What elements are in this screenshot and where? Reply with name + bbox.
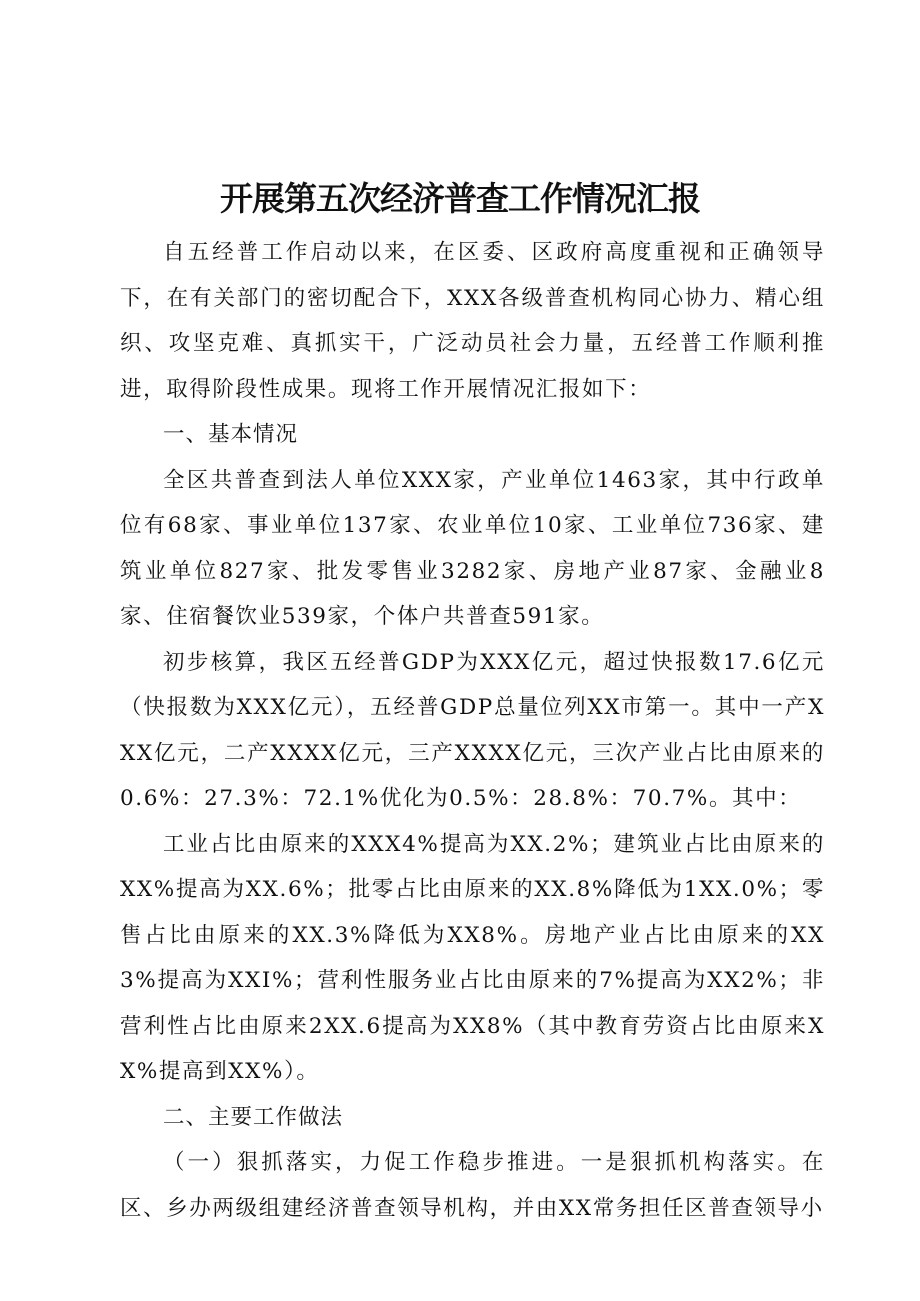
census-units-paragraph: 全区共普查到法人单位XXX家，产业单位1463家，其中行政单位有68家、事业单位137家、农业单位10家、工业单位736家、建筑业单位827家、批发零售业3282家、房地产业87家、金融业8家、住宿餐饮业539家，个体户共普查591家。 (120, 467, 825, 629)
section-heading-main-work: 二、主要工作做法 (163, 1104, 344, 1130)
document-title: 开展第五次经济普查工作情况汇报 (220, 179, 700, 218)
gdp-paragraph: 初步核算，我区五经普GDP为XXX亿元，超过快报数17.6亿元（快报数为XXX亿元），五经普GDP总量位列XX市第一。其中一产XXX亿元，二产XXXX亿元，三产XXXX亿元，三次产业占比由原来的0.6%：27.3%：72.1%优化为0.5%：28.8%：70.7%。其中： (120, 649, 825, 811)
industry-share-paragraph: 工业占比由原来的XXX4%提高为XX.2%；建筑业占比由原来的XX%提高为XX.6%；批零占比由原来的XX.8%降低为1XX.0%；零售占比由原来的XX.3%降低为XX8%。房地产业占比由原来的XX3%提高为XXI%；营利性服务业占比由原来的7%提高为XX2%；非营利性占比由原来2XX.6提高为XX8%（其中教育劳资占比由原来XX%提高到XX%）。 (120, 831, 825, 1084)
intro-paragraph: 自五经普工作启动以来，在区委、区政府高度重视和正确领导下，在有关部门的密切配合下，XXX各级普查机构同心协力、精心组织、攻坚克难、真抓实干，广泛动员社会力量，五经普工作顺利推进，取得阶段性成果。现将工作开展情况汇报如下： (120, 240, 825, 402)
document-body (120, 230, 825, 1231)
section-heading-basic-situation: 一、基本情况 (163, 422, 299, 447)
work-method-paragraph: （一）狠抓落实，力促工作稳步推进。一是狠抓机构落实。在区、乡办两级组建经济普查领导机构，并由XX常务担任区普查领导小 (120, 1150, 825, 1221)
